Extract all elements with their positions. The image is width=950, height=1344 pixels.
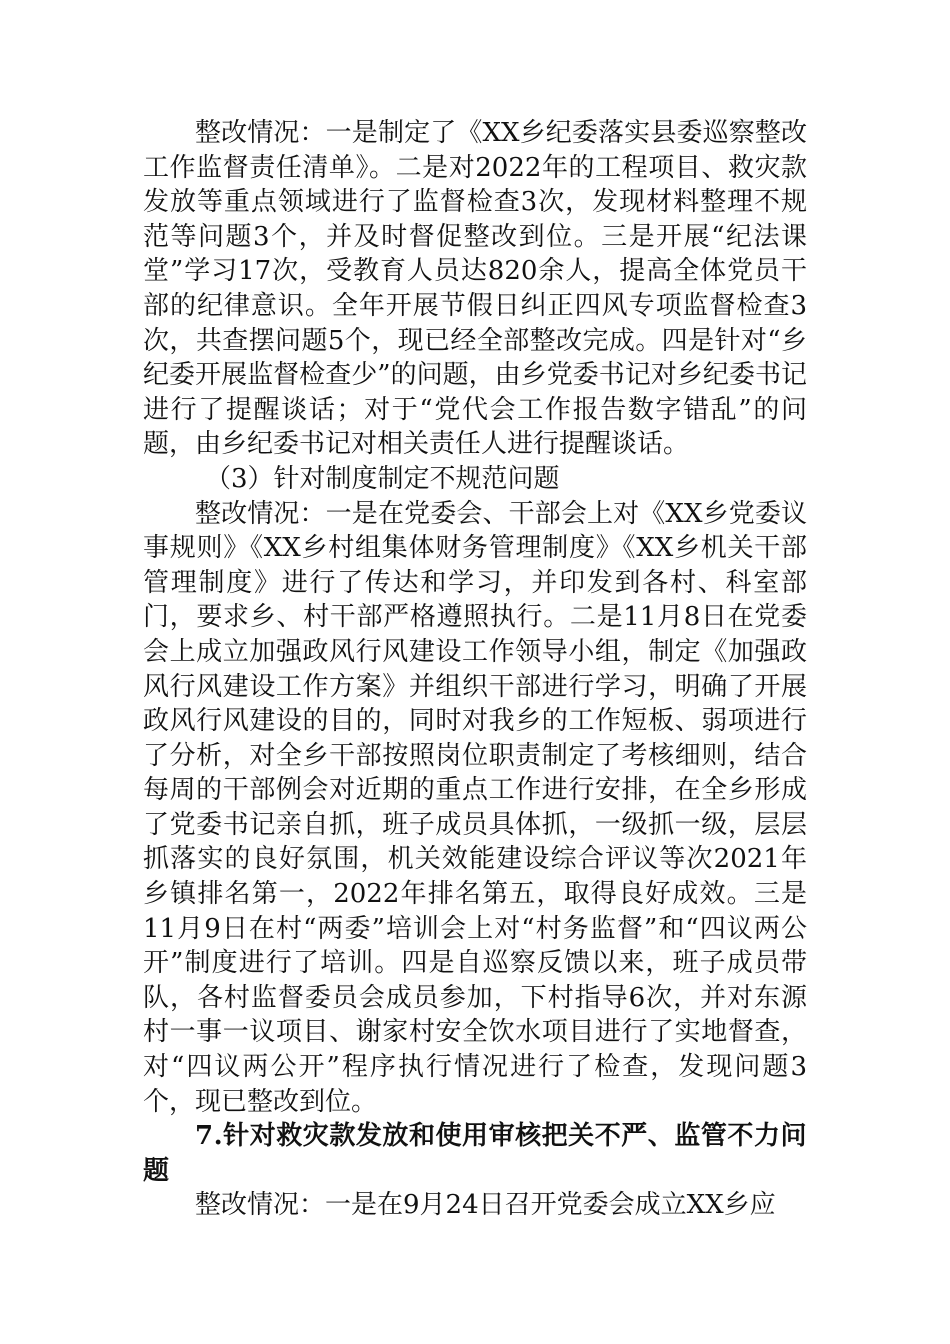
paragraph-rectification-system: 整改情况：一是在党委会、干部会上对《XX乡党委议事规则》《XX乡村组集体财务管理制度》《XX乡机关干部管理制度》进行了传达和学习，并印发到各村、科室部门，要求乡、村干部严格遵照执行。二是11月8日在党委会上成立加强政风行风建设工作领导小组，制定《加强政风行风建设工作方案》并组织干部进行学习，明确了开展政风行风建设的目的，同时对我乡的工作短板、弱项进行了分析，对全乡干部按照岗位职责制定了考核细则，结合每周的干部例会对近期的重点工作进行安排，在全乡形成了党委书记亲自抓，班子成员具体抓，一级抓一级，层层抓落实的良好氛围，机关效能建设综合评议等次2021年乡镇排名第一，2022年排名第五，取得良好成效。三是11月9日在村“两委”培训会上对“村务监督”和“四议两公开”制度进行了培训。四是自巡察反馈以来，班子成员带队，各村监督委员会成员参加，下村指导6次，并对东源村一事一议项目、谢家村安全饮水项目进行了实地督查，对“四议两公开”程序执行情况进行了检查，发现问题3个，现已整改到位。 xyxy=(143,498,807,1117)
heading-disaster-relief-funds: 7.针对救灾款发放和使用审核把关不严、监管不力问题 xyxy=(143,1121,807,1186)
document-body xyxy=(143,116,807,1223)
paragraph-rectification-relief: 整改情况：一是在9月24日召开党委会成立XX乡应 xyxy=(195,1190,776,1221)
subheading-system-regulation: （3）针对制度制定不规范问题 xyxy=(205,463,560,494)
paragraph-rectification-discipline: 整改情况：一是制定了《XX乡纪委落实县委巡察整改工作监督责任清单》。二是对2022年的工程项目、救灾款发放等重点领域进行了监督检查3次，发现材料整理不规范等问题3个，并及时督促整改到位。三是开展“纪法课堂”学习17次，受教育人员达820余人，提高全体党员干部的纪律意识。全年开展节假日纠正四风专项监督检查3次，共查摆问题5个，现已经全部整改完成。四是针对“乡纪委开展监督检查少”的问题，由乡党委书记对乡纪委书记进行了提醒谈话；对于“党代会工作报告数字错乱”的问题，由乡纪委书记对相关责任人进行提醒谈话。 xyxy=(143,118,807,460)
